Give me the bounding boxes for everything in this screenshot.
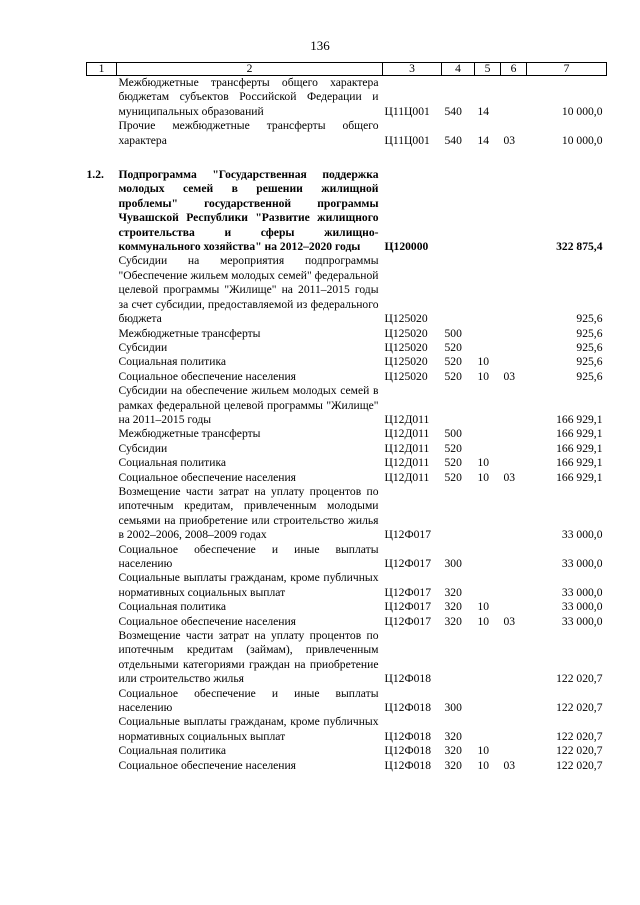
row-expense-type: 300 [444, 557, 462, 570]
row-name: Возмещение части затрат на уплату процентов по ипотечным кредитам, привлеченным молодыми семьями на приобретение или строительство жилья в 2002–2006, 2008–2009 годах [118, 484, 379, 542]
row-subsection [501, 168, 527, 254]
row-expense-type: 500 [444, 326, 462, 340]
row-number [87, 254, 117, 326]
row-subsection [501, 600, 527, 614]
row-name: Социальное обеспечение и иные выплаты населению [118, 542, 379, 570]
row-expense-type: 500 [444, 427, 462, 441]
row-expense-type: 520 [444, 355, 462, 369]
budget-table [86, 62, 607, 773]
row-amount: 122 020,7 [556, 672, 603, 686]
row-target-code: Ц12Ф018 [384, 672, 432, 686]
row-amount: 925,6 [576, 340, 603, 354]
row-amount: 122 020,7 [556, 744, 603, 758]
row-amount: 166 929,1 [556, 470, 603, 484]
spacer-row [87, 148, 607, 168]
row-number [87, 485, 117, 543]
row-number [87, 615, 117, 629]
row-name: Межбюджетные трансферты общего характера бюджетам субъектов Российской Федерации и муниципальных образований [118, 76, 379, 118]
row-section [475, 327, 501, 341]
row-subsection [501, 427, 527, 441]
row-number [87, 715, 117, 744]
table-row [87, 543, 607, 572]
row-subsection [501, 355, 527, 369]
row-expense-type [442, 629, 475, 687]
table-row [87, 442, 607, 456]
row-amount: 10 000,0 [561, 104, 603, 118]
table-row [87, 119, 607, 148]
table-row [87, 571, 607, 600]
row-target-code: Ц120000 [384, 240, 429, 254]
row-target-code: Ц11Ц001 [384, 104, 430, 118]
row-number [87, 427, 117, 441]
row-expense-type: 540 [444, 104, 462, 118]
row-number [87, 687, 117, 716]
row-amount: 925,6 [576, 355, 603, 369]
row-number [87, 543, 117, 572]
row-subsection [501, 485, 527, 543]
header-col-2: 2 [117, 63, 383, 76]
header-col-5: 5 [475, 63, 501, 76]
header-col-3: 3 [383, 63, 442, 76]
row-number [87, 744, 117, 758]
row-amount: 925,6 [576, 369, 603, 383]
table-row [87, 168, 607, 254]
row-expense-type [442, 384, 475, 427]
row-name: Социальная политика [118, 456, 227, 470]
table-body [87, 76, 607, 774]
row-target-code: Ц12Ф018 [384, 758, 432, 772]
table-row [87, 600, 607, 614]
row-section: 10 [477, 614, 490, 628]
row-section: 10 [477, 758, 490, 772]
header-col-7: 7 [527, 63, 607, 76]
row-number [87, 341, 117, 355]
row-section: 10 [477, 600, 490, 614]
row-section: 14 [477, 133, 490, 147]
row-target-code: Ц12Ф017 [384, 614, 432, 628]
row-amount: 10 000,0 [561, 133, 603, 147]
row-section: 10 [477, 470, 490, 484]
row-subsection [501, 76, 527, 120]
row-amount: 122 020,7 [556, 729, 603, 743]
row-section [475, 341, 501, 355]
row-target-code: Ц12Д011 [384, 441, 430, 455]
table-row [87, 355, 607, 369]
header-col-6: 6 [501, 63, 527, 76]
row-name: Социальная политика [118, 355, 227, 369]
row-subsection [501, 744, 527, 758]
row-subsection [501, 715, 527, 744]
row-subsection [501, 543, 527, 572]
row-expense-type: 520 [444, 369, 462, 383]
row-name: Социальное обеспечение населения [118, 369, 297, 383]
page-number: 136 [310, 38, 330, 53]
row-number [87, 442, 117, 456]
row-subsection [501, 254, 527, 326]
row-target-code: Ц12Ф018 [384, 744, 432, 758]
row-number [87, 355, 117, 369]
row-number [87, 384, 117, 427]
row-name: Социальное обеспечение населения [118, 758, 297, 772]
row-amount: 122 020,7 [556, 701, 603, 715]
row-subsection: 03 [503, 614, 516, 628]
row-amount: 925,6 [576, 326, 603, 340]
row-target-code: Ц125020 [384, 355, 428, 369]
row-name: Социальные выплаты гражданам, кроме публичных нормативных социальных выплат [118, 715, 379, 743]
row-subsection [501, 629, 527, 687]
row-expense-type: 520 [444, 340, 462, 354]
table-row [87, 254, 607, 326]
row-number [87, 370, 117, 384]
row-subsection: 03 [503, 369, 516, 383]
row-subsection [501, 456, 527, 470]
row-amount: 322 875,4 [556, 240, 603, 254]
row-name: Социальное обеспечение населения [118, 614, 297, 628]
row-amount: 166 929,1 [556, 412, 603, 426]
table-header-row [87, 63, 607, 76]
row-section: 14 [477, 104, 490, 118]
row-name: Социальная политика [118, 744, 227, 758]
row-expense-type: 520 [444, 470, 462, 484]
row-amount: 33 000,0 [561, 600, 603, 614]
row-name: Субсидии [118, 441, 168, 455]
table-row [87, 715, 607, 744]
table-row [87, 370, 607, 384]
table-row [87, 759, 607, 773]
row-subsection [501, 327, 527, 341]
table-row [87, 744, 607, 758]
row-expense-type: 320 [444, 744, 462, 758]
row-amount: 122 020,7 [556, 758, 603, 772]
row-section: 10 [477, 355, 490, 369]
row-section [475, 254, 501, 326]
row-number [87, 119, 117, 148]
row-name: Прочие межбюджетные трансферты общего характера [118, 119, 379, 147]
row-subsection: 03 [503, 758, 516, 772]
row-section: 10 [477, 456, 490, 470]
row-expense-type [442, 485, 475, 543]
row-amount: 166 929,1 [556, 456, 603, 470]
table-row [87, 327, 607, 341]
row-name: Субсидии на обеспечение жильем молодых семей в рамках федеральной целевой программы "Жилище" на 2011–2015 годы [118, 384, 379, 426]
row-section [475, 715, 501, 744]
row-section [475, 687, 501, 716]
row-name: Возмещение части затрат на уплату процентов по ипотечным кредитам (займам), привлеченным отдельными категориями граждан на приобретение или строительство жилья [118, 629, 379, 686]
row-target-code: Ц125020 [384, 340, 428, 354]
row-target-code: Ц12Д011 [384, 427, 430, 441]
row-target-code: Ц12Д011 [384, 470, 430, 484]
spacer-cell [87, 148, 607, 168]
row-amount: 33 000,0 [561, 557, 603, 570]
row-expense-type: 300 [444, 701, 462, 715]
row-number [87, 471, 117, 485]
row-subsection: 03 [503, 470, 516, 484]
table-row [87, 384, 607, 427]
row-number [87, 456, 117, 470]
row-target-code: Ц125020 [384, 312, 428, 326]
row-number [87, 76, 117, 120]
row-section [475, 442, 501, 456]
row-section: 10 [477, 369, 490, 383]
row-subsection [501, 442, 527, 456]
row-name: Межбюджетные трансферты [118, 427, 261, 441]
row-subsection [501, 384, 527, 427]
row-amount: 33 000,0 [561, 614, 603, 628]
row-target-code: Ц11Ц001 [384, 133, 430, 147]
row-amount: 166 929,1 [556, 441, 603, 455]
row-expense-type [442, 254, 475, 326]
table-row [87, 427, 607, 441]
row-amount: 33 000,0 [561, 528, 603, 542]
row-name: Подпрограмма "Государственная поддержка молодых семей в решении жилищной проблемы" государственной программы Чувашской Республики "Развитие жилищного строительства и сферы жилищно-коммунального хозяйства" на 2012–2020 годы [118, 168, 379, 254]
row-target-code: Ц12Ф017 [384, 528, 432, 542]
row-expense-type: 320 [444, 729, 462, 743]
row-amount: 33 000,0 [561, 585, 603, 599]
table-row [87, 471, 607, 485]
row-section [475, 427, 501, 441]
row-name: Субсидии на мероприятия подпрограммы "Обеспечение жильем молодых семей" федеральной целевой программы "Жилище" на 2011–2015 годы за счет субсидии, предоставляемой из федерального бюджета [118, 254, 379, 326]
table-row [87, 485, 607, 543]
row-expense-type: 320 [444, 614, 462, 628]
row-subsection [501, 687, 527, 716]
table-row [87, 615, 607, 629]
row-section [475, 168, 501, 254]
row-number [87, 327, 117, 341]
row-subsection: 03 [503, 133, 516, 147]
row-section [475, 629, 501, 687]
row-number [87, 571, 117, 600]
row-target-code: Ц12Ф018 [384, 729, 432, 743]
row-number [87, 759, 117, 773]
row-expense-type: 540 [444, 133, 462, 147]
row-section [475, 543, 501, 572]
table-row [87, 341, 607, 355]
row-name: Социальные выплаты гражданам, кроме публичных нормативных социальных выплат [118, 571, 379, 599]
row-section [475, 384, 501, 427]
row-expense-type: 320 [444, 758, 462, 772]
table-row [87, 629, 607, 687]
row-section [475, 571, 501, 600]
row-target-code: Ц12Ф018 [384, 701, 432, 715]
row-number [87, 600, 117, 614]
row-expense-type: 520 [444, 456, 462, 470]
table-row [87, 456, 607, 470]
row-name: Социальное обеспечение населения [118, 470, 297, 484]
header-col-1: 1 [87, 63, 117, 76]
row-target-code: Ц12Ф017 [384, 557, 432, 570]
row-target-code: Ц12Д011 [384, 456, 430, 470]
row-name: Межбюджетные трансферты [118, 326, 261, 340]
row-target-code: Ц125020 [384, 326, 428, 340]
row-amount: 166 929,1 [556, 427, 603, 441]
row-target-code: Ц12Ф017 [384, 585, 432, 599]
row-expense-type: 320 [444, 600, 462, 614]
row-section: 10 [477, 744, 490, 758]
row-number [87, 629, 117, 687]
row-name: Социальное обеспечение и иные выплаты населению [118, 686, 379, 715]
row-subsection [501, 341, 527, 355]
row-expense-type [442, 168, 475, 254]
header-col-4: 4 [442, 63, 475, 76]
table-row [87, 687, 607, 716]
row-target-code: Ц12Ф017 [384, 600, 432, 614]
row-amount: 925,6 [576, 312, 603, 326]
row-section [475, 485, 501, 543]
table-row [87, 76, 607, 120]
row-name: Субсидии [118, 340, 168, 354]
row-expense-type: 520 [444, 441, 462, 455]
row-number: 1.2. [86, 168, 104, 182]
row-expense-type: 320 [444, 585, 462, 599]
row-target-code: Ц125020 [384, 369, 428, 383]
row-target-code: Ц12Д011 [384, 412, 430, 426]
row-name: Социальная политика [118, 600, 227, 614]
row-subsection [501, 571, 527, 600]
